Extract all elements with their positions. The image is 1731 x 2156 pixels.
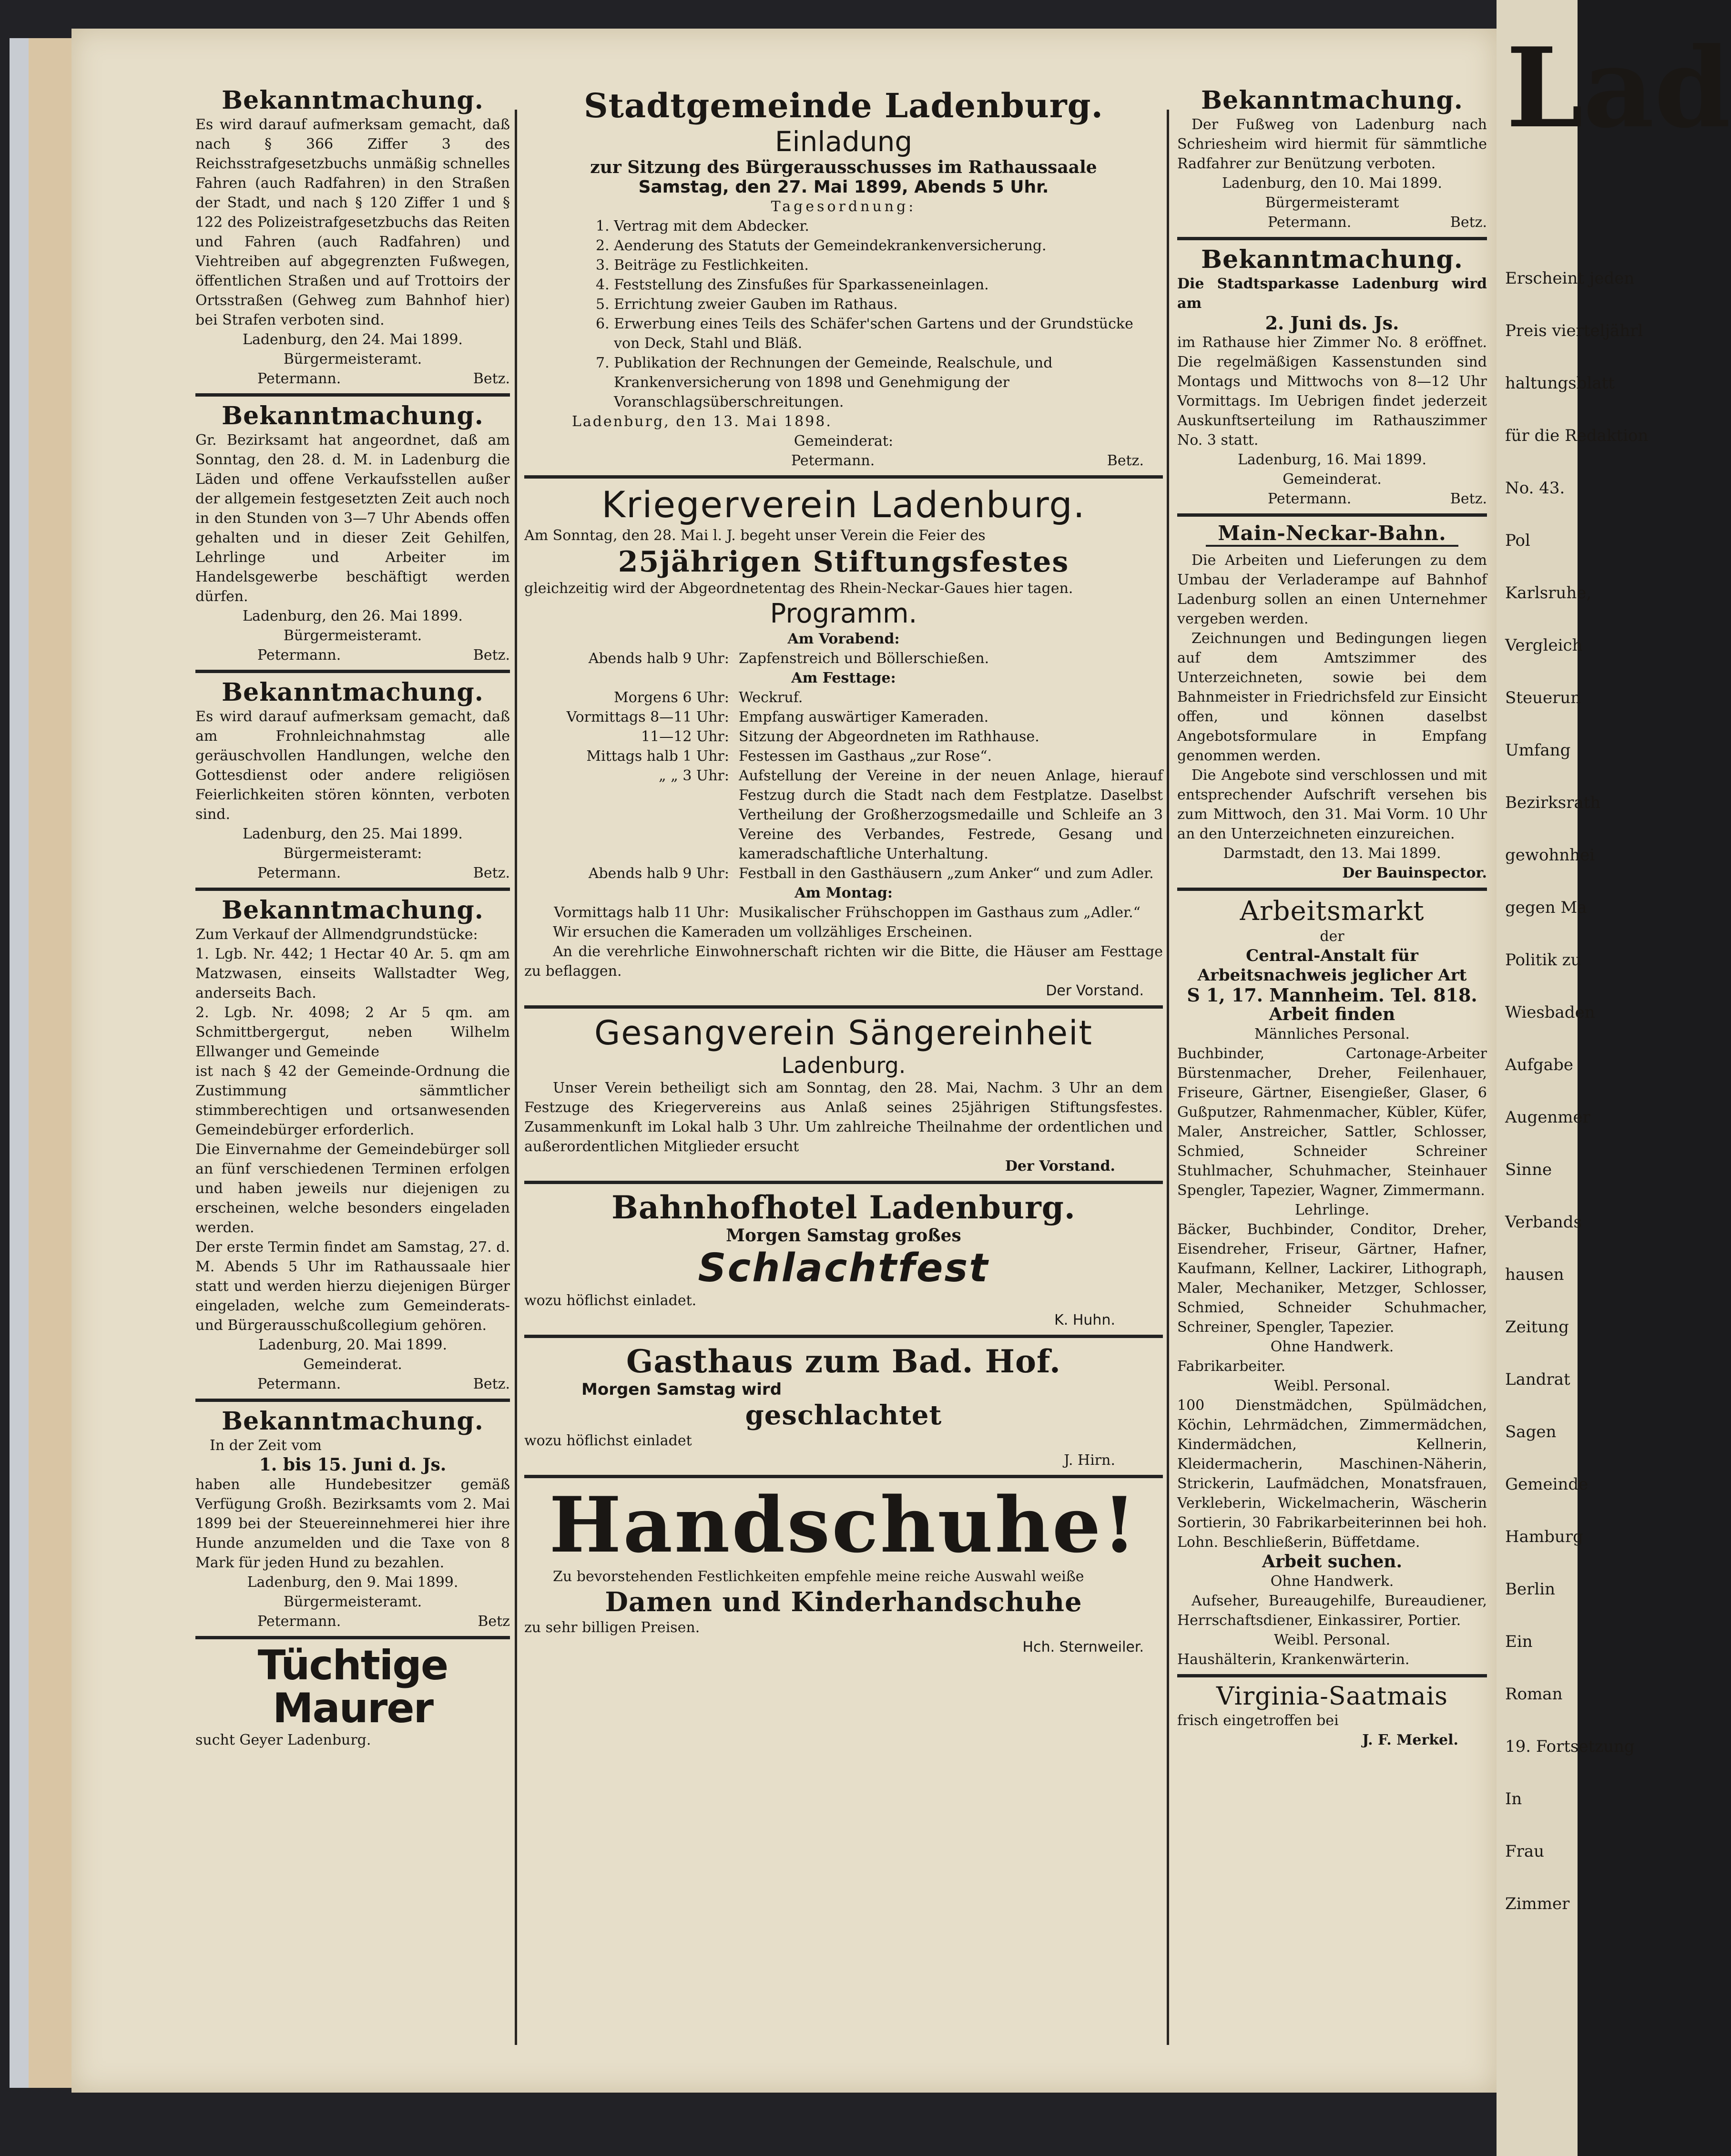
divider — [524, 1181, 1163, 1184]
notice-body: In der Zeit vom — [210, 1437, 322, 1454]
notice-date: Ladenburg, den 24. Mai 1899. — [243, 331, 463, 348]
agenda-item: 6. Erwerbung eines Teils des Schäfer'schen Gartens und der Grundstücke von Deck, Stahl und Bläß. — [596, 316, 1133, 352]
ad-place-date: Ladenburg, den 13. Mai 1898. — [572, 413, 832, 430]
agenda-item: 2. Aenderung des Statuts der Gemeindekrankenversicherung. — [596, 237, 1047, 254]
program-row — [524, 746, 1163, 766]
program-time: 11—12 Uhr: — [641, 728, 729, 745]
divider — [195, 888, 510, 891]
section-subtitle: Ohne Handwerk. — [1270, 1339, 1394, 1355]
ad-body: Unser Verein betheiligt sich am Sonntag, den 28. Mai, Nachm. 3 Uhr an dem Festzuge des Kriegervereins aus Anlaß seines 25jährigen Stiftungsfestes. Zusammenkunft im Lokal halb 3 Uhr. Um zahlreiche Theilnahme der ordentlichen und außerordentlichen Mitglieder ersucht — [524, 1080, 1163, 1155]
program-time: Abends halb 9 Uhr: — [588, 650, 729, 667]
next-page-fragment: gewohnhei — [1505, 846, 1595, 865]
notice-body: Es wird darauf aufmerksam gemacht, daß am Frohnleichnahmstag alle geräuschvollen Handlungen, welche den Gottesdienst oder andere religiösen Feierlichkeiten stören könnten, verboten sind. — [195, 708, 510, 823]
notice-radfahren — [195, 86, 510, 388]
program-time: Mittags halb 1 Uhr: — [586, 748, 729, 765]
notice-body: Es wird darauf aufmerksam gemacht, daß nach § 366 Ziffer 3 des Reichsstrafgesetzbuchs unmäßig schnelles Fahren (auch Radfahren) in den Straßen der Stadt, und nach § 120 Ziffer 1 und § 122 des Polizeistrafgesetzbuchs das Reiten und Fahren (auch Radfahren) und Viehtreiben auf abgegrenzten Fußwegen, öffentlichen Straßen und auf Trottoirs der Ortsstraßen (Gehweg zum Bahnhof hier) bei Strafen verboten sind. — [195, 116, 510, 328]
middle-column — [524, 86, 1163, 1657]
notice-body: Zum Verkauf der Allmendgrundstücke: — [195, 926, 478, 943]
section-subtitle: Weibl. Personal. — [1273, 1632, 1391, 1648]
next-page-fragment: No. 43. — [1505, 479, 1565, 498]
ad-subtitle: Damen und Kinderhandschuhe — [605, 1586, 1082, 1618]
notice-office: Bürgermeisteramt. — [283, 627, 422, 644]
job-list: Fabrikarbeiter. — [1177, 1358, 1286, 1375]
ad-maurer — [195, 1644, 510, 1750]
next-page-fragment: Zimmer — [1505, 1894, 1570, 1913]
agenda-item: 3. Beiträge zu Festlichkeiten. — [596, 257, 809, 274]
notice-date: Ladenburg, den 26. Mai 1899. — [243, 608, 463, 624]
notice-ladenoeffnung — [195, 401, 510, 665]
notice-body: 1. Lgb. Nr. 442; 1 Hectar 40 Ar. 5. qm am Matzwasen, einseits Wallstadter Weg, anderseits Bach. — [195, 946, 510, 1001]
notice-date: Ladenburg, 16. Mai 1899. — [1237, 451, 1427, 468]
ad-title: Kriegerverein Ladenburg. — [601, 483, 1086, 526]
next-page-fragment: Landrat — [1505, 1370, 1570, 1389]
program-row — [524, 727, 1163, 746]
program-time: Abends halb 9 Uhr: — [588, 865, 729, 882]
notice-title: Bekanntmachung. — [1201, 86, 1463, 115]
notice-date: Darmstadt, den 13. Mai 1899. — [1223, 845, 1441, 862]
divider — [1177, 237, 1487, 240]
program-desc: Aufstellung der Vereine in der neuen Anlage, hierauf Festzug durch die Stadt nach dem Festplatze. Daselbst Vertheilung der Großherzogsmedaille und Schleife an 3 Vereine des Verbandes, Festrede, Gesang und kameradschaftliche Unterhaltung. — [739, 767, 1163, 862]
notice-signature-2: Betz. — [473, 370, 510, 387]
notice-body: haben alle Hundebesitzer gemäß Verfügung Großh. Bezirksamts vom 2. Mai 1899 bei der Steuereinnehmerei hier ihre Hunde anzumelden und die Taxe von 8 Mark für jeden Hund zu bezahlen. — [195, 1476, 510, 1571]
ad-body: gleichzeitig wird der Abgeordnetentag des Rhein-Neckar-Gaues hier tagen. — [524, 580, 1073, 597]
ad-badhof — [524, 1343, 1163, 1470]
next-page-fragment: gegen Ma — [1505, 898, 1587, 917]
ad-office: Gemeinderat: — [794, 433, 894, 450]
notice-title: Bekanntmachung. — [1201, 245, 1463, 274]
divider — [195, 393, 510, 397]
next-page-fragment: Vergleich — [1505, 636, 1583, 655]
ad-body: frisch eingetroffen bei — [1177, 1712, 1339, 1729]
notice-body: Der Fußweg von Ladenburg nach Schriesheim wird hiermit für sämmtliche Radfahrer zur Benützung verboten. — [1177, 116, 1487, 172]
next-page-fragment: Sinne — [1505, 1160, 1552, 1179]
program-desc: Weckruf. — [739, 689, 803, 706]
next-page-fragment: Steuerun — [1505, 688, 1581, 707]
program-desc: Sitzung der Abgeordneten im Rathhause. — [739, 728, 1039, 745]
next-page-fragment: Preis vierteljährl — [1505, 321, 1643, 340]
ad-bahnhofhotel — [524, 1189, 1163, 1330]
next-page-fragment: 19. Fortsetzung — [1505, 1737, 1635, 1756]
next-page-fragment: Hamburg — [1505, 1527, 1583, 1546]
notice-office: Bürgermeisteramt: — [283, 845, 422, 862]
section-subtitle: Lehrlinge. — [1294, 1202, 1370, 1218]
agenda-item: 5. Errichtung zweier Gauben im Rathaus. — [596, 296, 898, 313]
notice-signature: Petermann. — [257, 865, 341, 881]
notice-dates: 1. bis 15. Juni d. Js. — [259, 1455, 447, 1475]
job-list: Haushälterin, Krankenwärterin. — [1177, 1651, 1410, 1668]
next-page-fragment: Karlsruhe, — [1505, 583, 1592, 603]
ad-signature: Hch. Sternweiler. — [1022, 1639, 1144, 1655]
notice-signature-2: Betz. — [1450, 214, 1487, 231]
ad-body: zu sehr billigen Preisen. — [524, 1619, 700, 1636]
ad-body: Central-Anstalt für Arbeitsnachweis jeglicher Art — [1197, 946, 1467, 985]
notice-sparkasse — [1177, 245, 1487, 509]
notice-signature-2: Betz. — [473, 1376, 510, 1392]
notice-body: Zeichnungen und Bedingungen liegen auf dem Amtszimmer des Unterzeichneten, sowie bei dem Bahnmeister in Friedrichsfeld zur Einsicht offen, und können daselbst Angebotsformulare in Empfang genommen werden. — [1177, 630, 1487, 764]
notice-body: im Rathause hier Zimmer No. 8 eröffnet. Die regelmäßigen Kassenstunden sind Montags und Mittwochs von 8—12 Uhr Vormittags. Im Uebrigen findet jederzeit Auskunftserteilung im Rathauszimmer No. 3 statt. — [1177, 334, 1487, 449]
notice-signature: Petermann. — [257, 647, 341, 664]
section-title: Arbeit suchen. — [1262, 1552, 1402, 1572]
ad-body: Am Sonntag, den 28. Mai l. J. begeht unser Verein die Feier des — [524, 527, 986, 544]
notice-body: Die Stadtsparkasse Ladenburg wird am — [1177, 276, 1487, 312]
next-page-fragment: In — [1505, 1789, 1522, 1809]
ad-body: Wir ersuchen die Kameraden um vollzähliges Erscheinen. — [553, 924, 973, 940]
notice-title: Bekanntmachung. — [222, 401, 484, 430]
job-list: 100 Dienstmädchen, Spülmädchen, Köchin, Lehrmädchen, Zimmermädchen, Kindermädchen, Kellnerin, Kleidermacherin, Maschinen-Näherin, Strickerin, Laufmädchen, Monatsfrauen, Verkleberin, Wickelmacherin, Wäscherin Sortierin, 30 Fabrikarbeiterinnen bei hoh. Lohn. Beschließerin, Büffetdame. — [1177, 1397, 1487, 1551]
ad-signature: Der Vorstand. — [1046, 982, 1144, 999]
divider — [195, 1636, 510, 1639]
ad-headline: 25jährigen Stiftungsfestes — [618, 545, 1069, 579]
notice-date: Ladenburg, den 9. Mai 1899. — [247, 1574, 458, 1591]
next-page-fragment: Frau — [1505, 1842, 1545, 1861]
column-rule-right — [1167, 110, 1169, 2045]
notice-office: Bürgermeisteramt — [1265, 194, 1399, 211]
notice-frohnleichnam — [195, 678, 510, 883]
notice-fussweg — [1177, 86, 1487, 232]
notice-title: Bekanntmachung. — [222, 896, 484, 925]
next-page-fragment: Verbands — [1505, 1213, 1582, 1232]
section-title: Arbeit finden — [1269, 1004, 1395, 1024]
notice-title: Main-Neckar-Bahn. — [1206, 521, 1458, 547]
ad-arbeitsmarkt — [1177, 896, 1487, 1669]
notice-main-neckar-bahn — [1177, 521, 1487, 883]
program-section: Am Montag: — [794, 885, 893, 901]
program-time: Vormittags halb 11 Uhr: — [554, 904, 729, 921]
divider — [524, 475, 1163, 479]
agenda-item: 7. Publikation der Rechnungen der Gemeinde, Realschule, und Krankenversicherung von 1898 und Genehmigung der Voranschlagsüberschreitungen. — [596, 355, 1053, 410]
ad-subtitle: Ladenburg. — [781, 1052, 906, 1078]
program-section: Am Festtage: — [791, 670, 896, 686]
next-page-fragment: Sagen — [1505, 1422, 1557, 1441]
ad-title: Gesangverein Sängereinheit — [594, 1013, 1093, 1052]
notice-signature-2: Betz. — [473, 865, 510, 881]
notice-date: Ladenburg, den 10. Mai 1899. — [1222, 175, 1442, 192]
ad-title: Bahnhofhotel Ladenburg. — [611, 1189, 1076, 1226]
ad-subtitle: Morgen Samstag wird — [581, 1380, 782, 1399]
program-section: Am Vorabend: — [787, 631, 900, 647]
next-page-fragment: Roman — [1505, 1685, 1563, 1704]
ad-headline: Handschuhe! — [549, 1480, 1138, 1570]
next-page-fragment: Berlin — [1505, 1580, 1556, 1599]
notice-signature: Petermann. — [1268, 214, 1352, 231]
next-page-fragment: haltungsblatt — [1505, 374, 1615, 393]
page-stack-edge — [29, 38, 71, 2088]
ad-signature: J. F. Merkel. — [1362, 1732, 1458, 1748]
ad-title: Arbeitsmarkt — [1240, 896, 1425, 927]
right-column — [1177, 86, 1487, 1750]
ad-body: wozu höflichst einladet — [524, 1432, 692, 1449]
ad-title: Stadtgemeinde Ladenburg. — [584, 86, 1103, 125]
next-page-fragment: Bezirksrath — [1505, 793, 1601, 812]
divider — [524, 1005, 1163, 1009]
divider — [524, 1335, 1163, 1338]
ad-title: Gasthaus zum Bad. Hof. — [626, 1343, 1061, 1380]
divider — [195, 670, 510, 673]
next-page-fragment: für die Redaktion — [1505, 426, 1649, 445]
next-page-fragment: Politik zu — [1505, 950, 1581, 970]
job-list: Buchbinder, Cartonage-Arbeiter Bürstenmacher, Dreher, Feilenhauer, Friseure, Gärtner, Eisengießer, Glaser, 6 Gußputzer, Rahmenmacher, Kübler, Küfer, Maler, Anstreicher, Sattler, Schlosser, Schmied, Schneider Schreiner Stuhlmacher, Schuhmacher, Steinhauer Spengler, Tapezier, Wagner, Zimmermann. — [1177, 1045, 1487, 1199]
ad-body: wozu höflichst einladet. — [524, 1292, 697, 1309]
ad-headline: geschlachtet — [745, 1400, 942, 1431]
notice-body: Die Angebote sind verschlossen und mit entsprechender Aufschrift versehen bis zum Mittwoch, den 31. Mai Vorm. 10 Uhr an den Unterzeichneten einzureichen. — [1177, 767, 1487, 842]
ad-subtitle: Einladung — [774, 125, 913, 158]
ad-title: Virginia-Saatmais — [1216, 1682, 1448, 1711]
notice-signature: Petermann. — [257, 370, 341, 387]
divider — [195, 1399, 510, 1402]
ad-handschuhe — [524, 1480, 1163, 1657]
notice-signature: Petermann. — [257, 1376, 341, 1392]
notice-signature-2: Betz. — [473, 647, 510, 664]
notice-date: Ladenburg, den 25. Mai 1899. — [243, 826, 463, 842]
notice-body: ist nach § 42 der Gemeinde-Ordnung die Zustimmung sämmtlicher stimmberechtigen und ortsanwesenden Gemeindebürger erforderlich. — [195, 1063, 510, 1138]
agenda-list — [524, 216, 1163, 412]
notice-signature: Petermann. — [1268, 490, 1352, 507]
notice-body: Die Arbeiten und Lieferungen zu dem Umbau der Verladerampe auf Bahnhof Ladenburg sollen an einen Unternehmer vergeben werden. — [1177, 552, 1487, 627]
notice-title: Bekanntmachung. — [222, 86, 484, 115]
program-row — [524, 649, 1163, 668]
ad-signature: J. Hirn. — [1064, 1452, 1115, 1469]
notice-body: Die Einvernahme der Gemeindebürger soll an fünf verschiedenen Terminen erfolgen und haben jeweils nur diejenigen zu erscheinen, welche besonders eingeladen werden. — [195, 1141, 510, 1236]
program-desc: Empfang auswärtiger Kameraden. — [739, 709, 989, 725]
program-row — [524, 766, 1163, 864]
ad-title: Tüchtige Maurer — [257, 1642, 448, 1733]
notice-allmend — [195, 896, 510, 1394]
ad-date: Samstag, den 27. Mai 1899, Abends 5 Uhr. — [638, 177, 1049, 197]
next-page-fragment: Erscheint jeden — [1505, 269, 1635, 288]
ad-signature: Petermann. — [791, 452, 875, 469]
divider — [1177, 513, 1487, 517]
next-page-fragment: Aufgabe — [1505, 1055, 1573, 1074]
section-subtitle: Ohne Handwerk. — [1270, 1573, 1394, 1590]
left-column — [195, 86, 510, 1750]
next-page-fragment: Ein — [1505, 1632, 1533, 1651]
ad-kriegerverein — [524, 483, 1163, 1001]
next-page-fragment: Gemeinde — [1505, 1475, 1588, 1494]
notice-hunde — [195, 1407, 510, 1631]
program-row — [524, 864, 1163, 883]
column-rule-left — [515, 110, 517, 2045]
next-page-fragment: Zeitung — [1505, 1318, 1569, 1337]
notice-dates: 2. Juni ds. Js. — [1265, 312, 1399, 334]
program-time: „ „ 3 Uhr: — [659, 767, 729, 784]
notice-body: Der erste Termin findet am Samstag, 27. d. M. Abends 5 Uhr im Rathaussaale hier statt und werden hierzu diejenigen Bürger eingeladen, welche zum Gemeinderats- und Bürgerausschußcollegium gehören. — [195, 1239, 510, 1334]
next-page-masthead: Lad — [1506, 24, 1731, 153]
divider — [1177, 1674, 1487, 1677]
next-page-fragment: Umfang — [1505, 741, 1571, 760]
section-subtitle: Männliches Personal. — [1254, 1026, 1410, 1042]
ad-signature-2: Betz. — [1107, 452, 1144, 469]
ad-gesangverein — [524, 1013, 1163, 1176]
ad-body: sucht Geyer Ladenburg. — [195, 1731, 371, 1748]
notice-signature-2: Betz — [478, 1613, 510, 1630]
next-page-fragment: Augenmer — [1505, 1108, 1590, 1127]
notice-signature: Petermann. — [257, 1613, 341, 1630]
next-page-fragment: hausen — [1505, 1265, 1564, 1284]
notice-signature: Der Bauinspector. — [1342, 865, 1487, 881]
ad-signature: Der Vorstand. — [1005, 1158, 1115, 1175]
ad-address: S 1, 17. Mannheim. Tel. 818. — [1187, 984, 1477, 1006]
notice-body: 2. Lgb. Nr. 4098; 2 Ar 5 qm. am Schmittbergergut, neben Wilhelm Ellwanger und Gemeinde — [195, 1004, 510, 1060]
ad-stadtgemeinde — [524, 86, 1163, 470]
ad-subtitle: Morgen Samstag großes — [726, 1226, 961, 1246]
section-subtitle: Weibl. Personal. — [1273, 1378, 1391, 1394]
notice-body: Gr. Bezirksamt hat angeordnet, daß am Sonntag, den 28. d. M. in Ladenburg die Läden und offene Verkaufsstellen außer der allgemein festgesetzten Zeit auch noch in den Stunden von 3—7 Uhr Abends offen gehalten und in dieser Zeit Gehilfen, Lehrlinge und Arbeiter im Handelsgewerbe beschäftigt werden dürfen. — [195, 432, 510, 605]
program-row — [524, 707, 1163, 727]
notice-office: Bürgermeisteramt. — [283, 351, 422, 368]
program-desc: Festball in den Gasthäusern „zum Anker“ und zum Adler. — [739, 865, 1154, 882]
agenda-item: 1. Vertrag mit dem Abdecker. — [596, 218, 809, 235]
ad-body: An die verehrliche Einwohnerschaft richten wir die Bitte, die Häuser am Festtage zu beflaggen. — [524, 943, 1163, 980]
notice-office: Bürgermeisteramt. — [283, 1594, 422, 1610]
program-title: Programm. — [770, 598, 917, 629]
program-desc: Zapfenstreich und Böllerschießen. — [739, 650, 989, 667]
notice-office: Gemeinderat. — [1283, 471, 1382, 488]
ad-body: der — [1320, 928, 1344, 945]
ad-virginia-saatmais — [1177, 1682, 1487, 1750]
program-time: Vormittags 8—11 Uhr: — [566, 709, 729, 725]
notice-office: Gemeinderat. — [303, 1356, 402, 1373]
notice-date: Ladenburg, 20. Mai 1899. — [258, 1337, 448, 1353]
next-page-fragment: Wiesbaden — [1505, 1003, 1595, 1022]
program-row — [524, 903, 1163, 922]
agenda-item: 4. Feststellung des Zinsfußes für Sparkasseneinlagen. — [596, 276, 989, 293]
ad-headline: Schlachtfest — [698, 1246, 989, 1291]
notice-signature-2: Betz. — [1450, 490, 1487, 507]
next-page-fragment: Pol — [1505, 531, 1530, 550]
ad-body: Zu bevorstehenden Festlichkeiten empfehle meine reiche Auswahl weiße — [553, 1568, 1084, 1585]
next-page-edge — [1497, 0, 1731, 2156]
divider — [1177, 888, 1487, 891]
agenda-title: Tagesordnung: — [771, 198, 916, 215]
ad-signature: K. Huhn. — [1054, 1312, 1115, 1328]
program-row — [524, 688, 1163, 707]
notice-title: Bekanntmachung. — [222, 678, 484, 707]
program-time: Morgens 6 Uhr: — [613, 689, 729, 706]
program-desc: Festessen im Gasthaus „zur Rose“. — [739, 748, 992, 765]
job-list: Aufseher, Bureaugehilfe, Bureaudiener, Herrschaftsdiener, Einkassirer, Portier. — [1177, 1593, 1487, 1629]
job-list: Bäcker, Buchbinder, Conditor, Dreher, Eisendreher, Friseur, Gärtner, Hafner, Kaufmann, Kellner, Lackirer, Lithograph, Maler, Mechaniker, Metzger, Schlosser, Schmied, Schneider Schuhmacher, Schreiner, Spengler, Tapezier. — [1177, 1221, 1487, 1336]
ad-subtitle: zur Sitzung des Bürgerausschusses im Rathaussaale — [590, 157, 1097, 177]
notice-title: Bekanntmachung. — [222, 1407, 484, 1436]
program-desc: Musikalischer Frühschoppen im Gasthaus zum „Adler.“ — [739, 904, 1140, 921]
divider — [524, 1475, 1163, 1478]
